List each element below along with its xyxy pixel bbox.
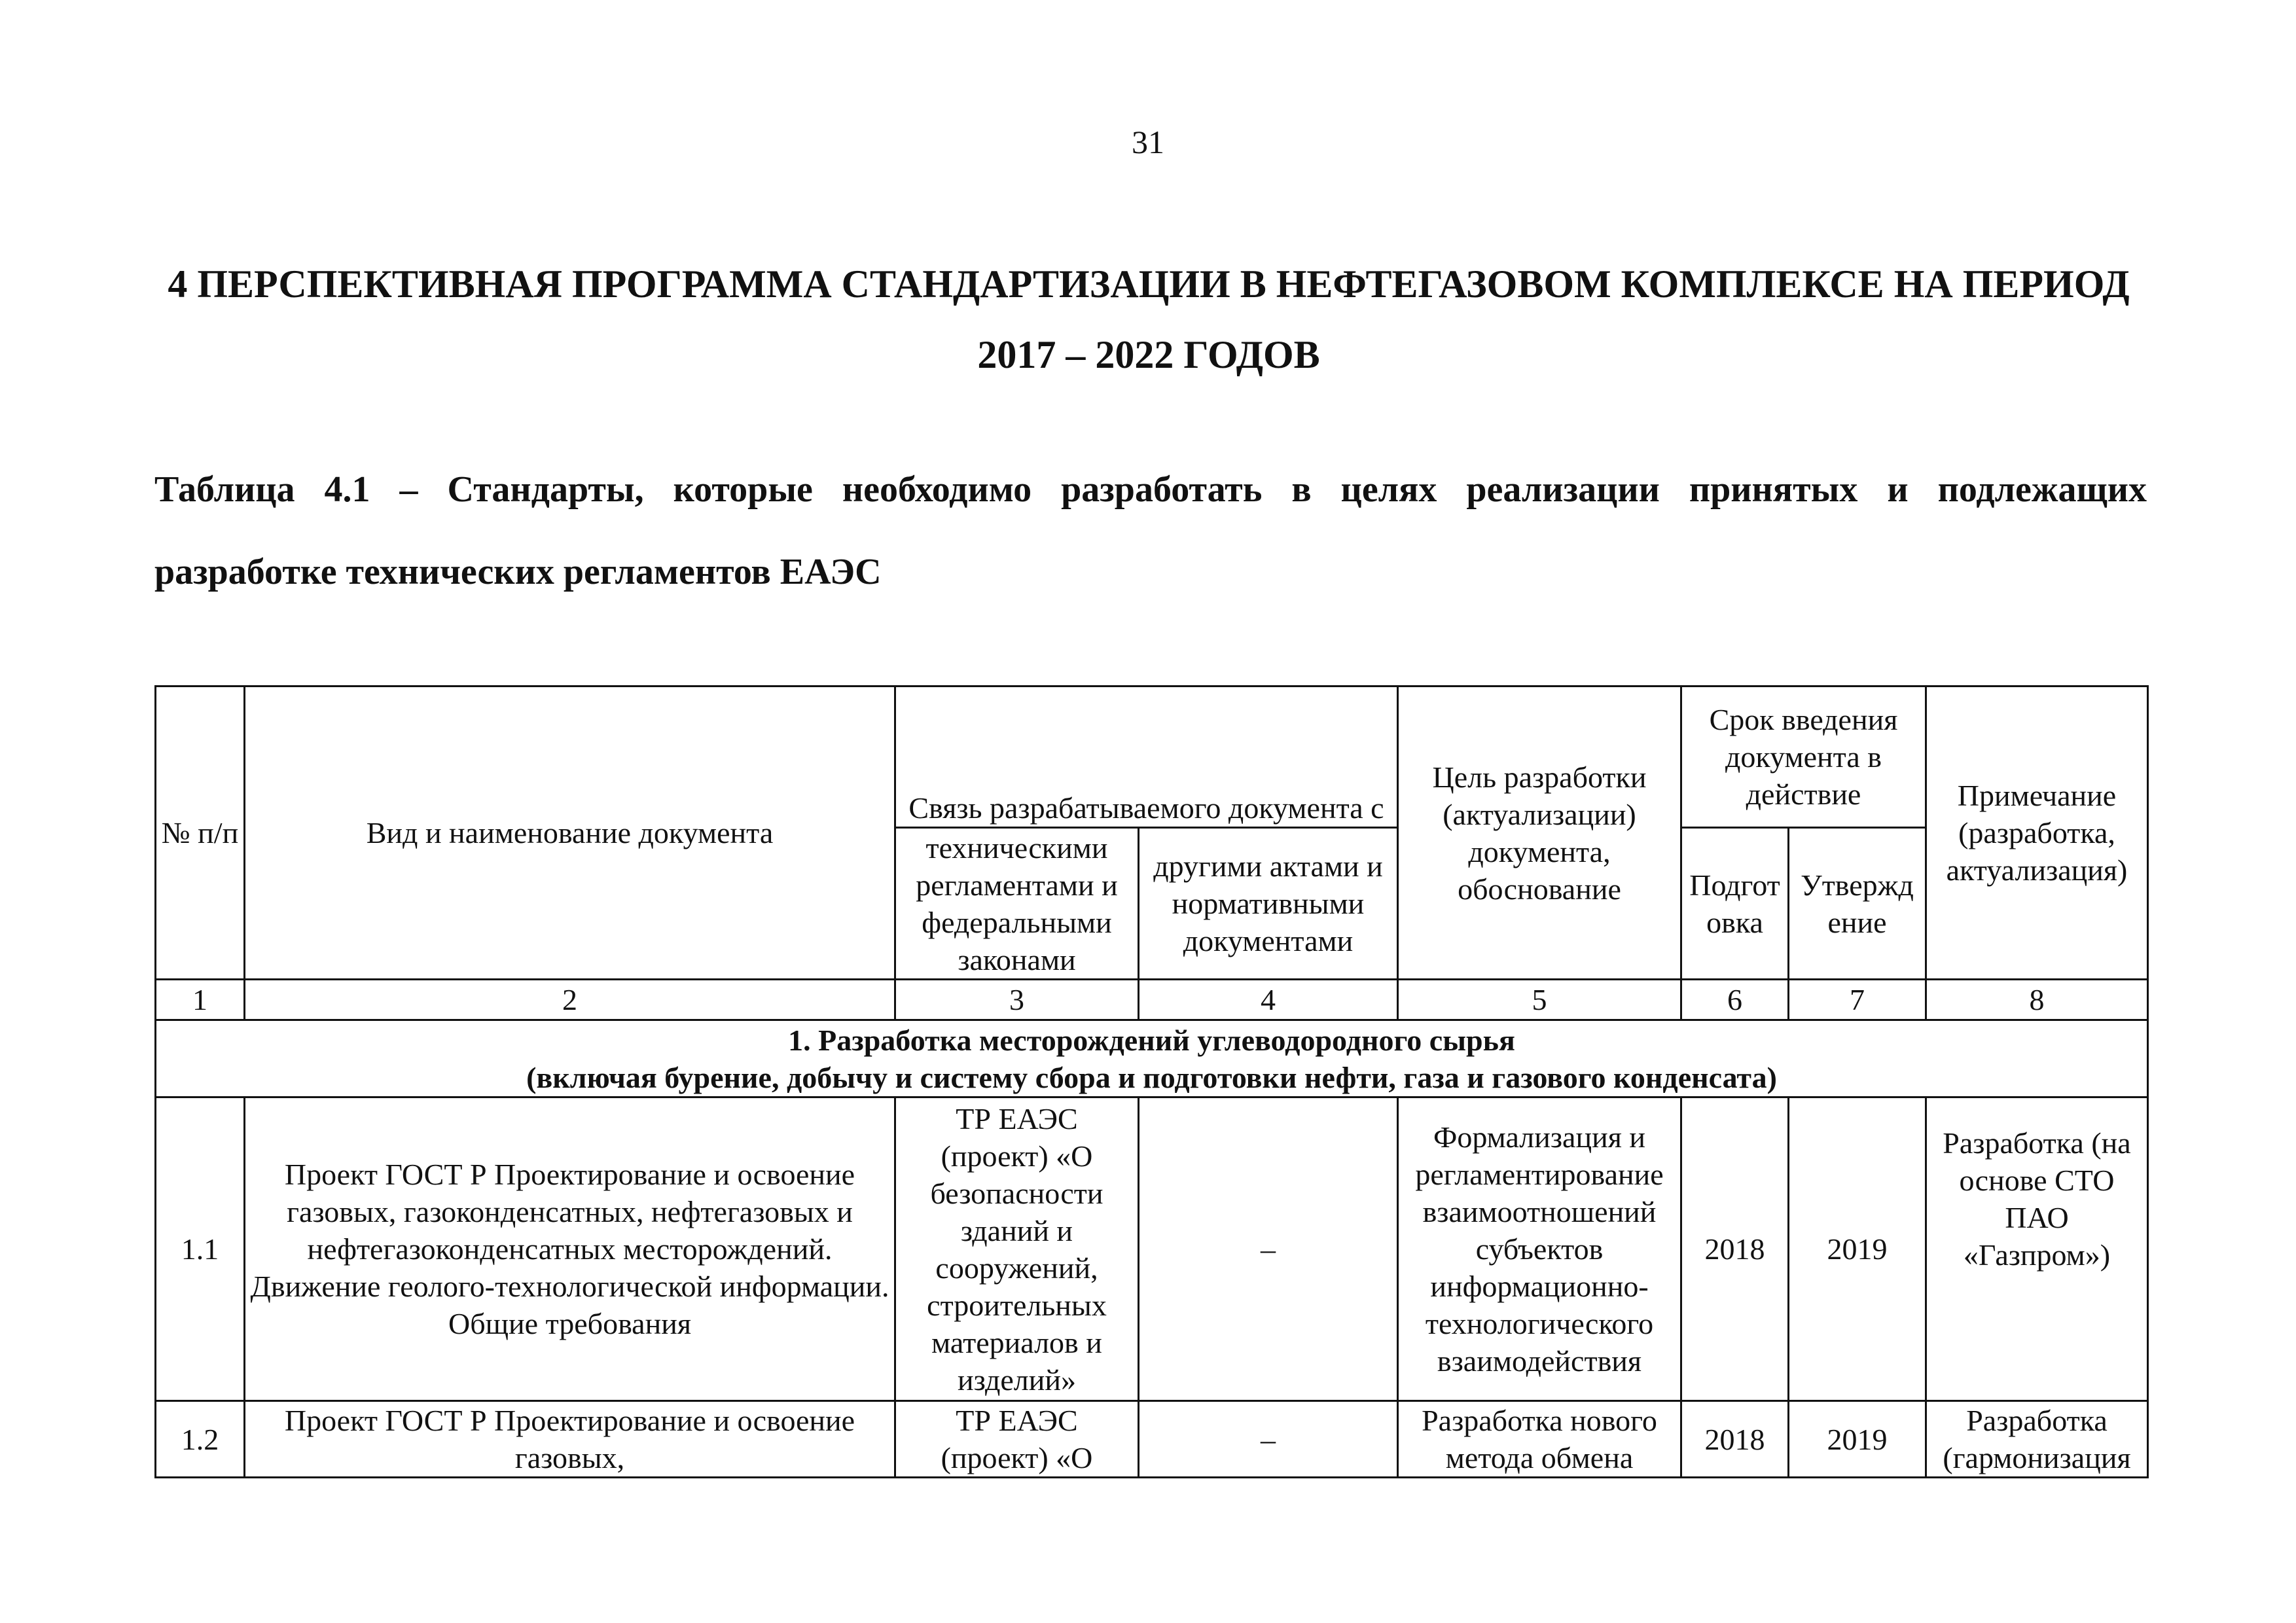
header-term-prep: Подгот овка <box>1681 828 1789 980</box>
heading-line-1: 4 ПЕРСПЕКТИВНАЯ ПРОГРАММА СТАНДАРТИЗАЦИИ В НЕФТЕГАЗОВОМ КОМПЛЕКСЕ НА ПЕРИОД <box>168 262 2130 306</box>
header-link-other: другими актами и нормативными документами <box>1139 828 1398 980</box>
column-number-row <box>156 980 2148 1020</box>
column-number: 8 <box>1926 980 2148 1020</box>
row-goal: Разработка нового метода обмена <box>1398 1401 1681 1478</box>
row-prep: 2018 <box>1681 1401 1789 1478</box>
table-row <box>156 1097 2148 1401</box>
header-row-top <box>156 687 2148 828</box>
header-doc: Вид и наименование документа <box>245 687 895 980</box>
column-number: 1 <box>156 980 245 1020</box>
row-goal: Формализация и регламентирование взаимоотношений субъектов информационно-технологического взаимодействия <box>1398 1097 1681 1401</box>
header-note: Примечание (разработка, актуализация) <box>1926 687 2148 980</box>
standards-table <box>154 685 2149 1478</box>
caption-line-2: разработке технических регламентов ЕАЭС <box>154 552 882 592</box>
row-link-tech: ТР ЕАЭС (проект) «О безопасности зданий и сооружений, строительных материалов и изделий» <box>895 1097 1139 1401</box>
row-num: 1.2 <box>156 1401 245 1478</box>
row-note: Разработка (гармонизация <box>1926 1401 2148 1478</box>
row-link-tech: ТР ЕАЭС (проект) «О <box>895 1401 1139 1478</box>
section-title-line-1: 1. Разработка месторождений углеводородного сырья <box>788 1023 1515 1057</box>
row-num: 1.1 <box>156 1097 245 1401</box>
section-row <box>156 1020 2148 1097</box>
row-approve: 2019 <box>1789 1097 1926 1401</box>
column-number: 2 <box>245 980 895 1020</box>
header-link-group: Связь разрабатываемого документа с <box>895 687 1398 828</box>
row-link-other: – <box>1139 1401 1398 1478</box>
row-link-other: – <box>1139 1097 1398 1401</box>
row-prep: 2018 <box>1681 1097 1789 1401</box>
header-goal: Цель разработки (актуализации) документа, обоснование <box>1398 687 1681 980</box>
section-title <box>156 1020 2148 1097</box>
caption-line-1: Таблица 4.1 – Стандарты, которые необходимо разработать в целях реализации принятых и подлежащих <box>154 469 2147 510</box>
column-number: 7 <box>1789 980 1926 1020</box>
header-link-tech: техническими регламентами и федеральными законами <box>895 828 1139 980</box>
header-num: № п/п <box>156 687 245 980</box>
column-number: 5 <box>1398 980 1681 1020</box>
column-number: 3 <box>895 980 1139 1020</box>
row-approve: 2019 <box>1789 1401 1926 1478</box>
row-doc: Проект ГОСТ Р Проектирование и освоение газовых, <box>245 1401 895 1478</box>
heading-line-2: 2017 – 2022 ГОДОВ <box>977 333 1320 376</box>
column-number: 4 <box>1139 980 1398 1020</box>
table-caption <box>154 448 2147 613</box>
row-doc: Проект ГОСТ Р Проектирование и освоение газовых, газоконденсатных, нефтегазовых и нефтегазоконденсатных месторождений. Движение геолого-технологической информации. Общие требования <box>245 1097 895 1401</box>
section-heading <box>151 249 2147 390</box>
section-title-line-2: (включая бурение, добычу и систему сбора и подготовки нефти, газа и газового конденсата) <box>526 1060 1777 1094</box>
header-term-group: Срок введения документа в действие <box>1681 687 1926 828</box>
table-row <box>156 1401 2148 1478</box>
column-number: 6 <box>1681 980 1789 1020</box>
page-number: 31 <box>1132 124 1164 160</box>
header-term-approve: Утвержд ение <box>1789 828 1926 980</box>
row-note: Разработка (на основе СТО ПАО «Газпром») <box>1926 1097 2148 1401</box>
